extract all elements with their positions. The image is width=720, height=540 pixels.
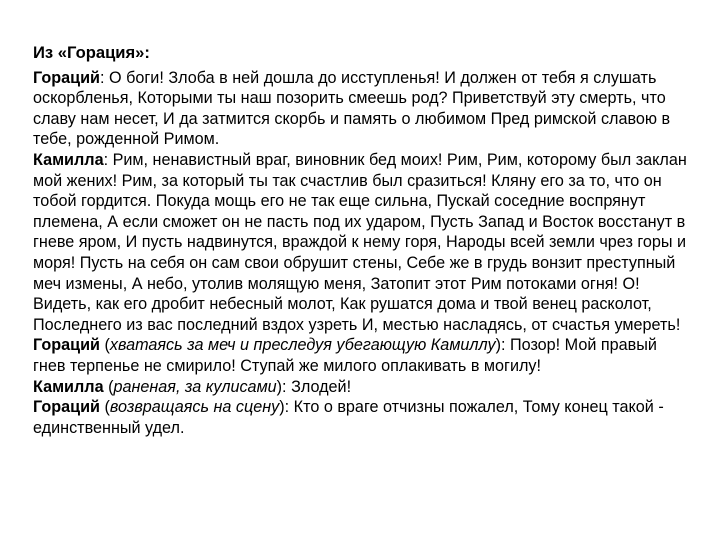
dialogue-text: Рим, ненавистный враг, виновник бед моих! Рим, Рим, которому был заклан мой жених! Рим, за который ты так счастлив был сразиться! Кляну его за то, что он тобой гордится. Покуда мощь его не так еще сильна, Пускай соседние воспрянут племена, А если сможет он не пасть под их ударом, Пусть Запад и Восток восстанут в гневе яром, И пусть надвинутся, враждой к нему горя, Народы всей земли чрез горы и моря! Пусть на себя он сам свои обрушит стены, Себе же в грудь вонзит преступный меч измены, А небо, утолив молящую меня, Затопит этот Рим потоками огня! О! Видеть, как его дробит небесный молот, Как рушатся дома и твой венец расколот, Последнего из вас последний вздох узреть И, местью насладясь, от счастья умереть! (33, 150, 687, 334)
speaker-name: Гораций (33, 398, 101, 417)
stage-open: ( (100, 336, 110, 355)
dialogue-paragraph (33, 397, 693, 438)
dialogue-text: Кто о враге отчизны пожалел, Тому конец такой - единственный удел. (33, 398, 664, 437)
stage-open: ( (100, 398, 110, 417)
speaker-separator: : (103, 150, 113, 169)
dialogue-text: О боги! Злоба в ней дошла до исступленья! И должен от тебя я слушать оскорбленья, Которыми ты наш позорить смеешь род? Приветствуй эту смерть, что славу нам несет, И да затмится скорбь и память о любимом Пред римской славою в тебе, рожденной Римом. (33, 68, 671, 149)
dialogue-paragraph (33, 335, 693, 376)
speaker-name: Камилла (33, 377, 104, 396)
dialogue-text: Злодей! (291, 377, 352, 396)
stage-close: ): (279, 398, 294, 417)
speaker-name: Гораций (33, 68, 101, 87)
stage-close: ): (495, 336, 510, 355)
stage-direction: раненая, за кулисами (113, 377, 277, 396)
slide-content (33, 43, 693, 438)
dialogue-text: Позор! Мой правый гнев терпенье не смирило! Ступай же милого оплакивать в могилу! (33, 336, 657, 375)
slide-title: Из «Горация»: (33, 43, 150, 62)
speaker-name: Гораций (33, 336, 101, 355)
stage-close: ): (276, 377, 292, 396)
stage-open: ( (103, 377, 114, 396)
dialogue-paragraph (33, 68, 693, 150)
speaker-separator: : (100, 68, 110, 87)
dialogue-paragraph (33, 377, 693, 398)
stage-direction: хватаясь за меч и преследуя убегающую Камиллу (109, 336, 496, 355)
dialogue-paragraph (33, 150, 693, 335)
speaker-name: Камилла (33, 150, 104, 169)
stage-direction: возвращаясь на сцену (109, 398, 280, 417)
